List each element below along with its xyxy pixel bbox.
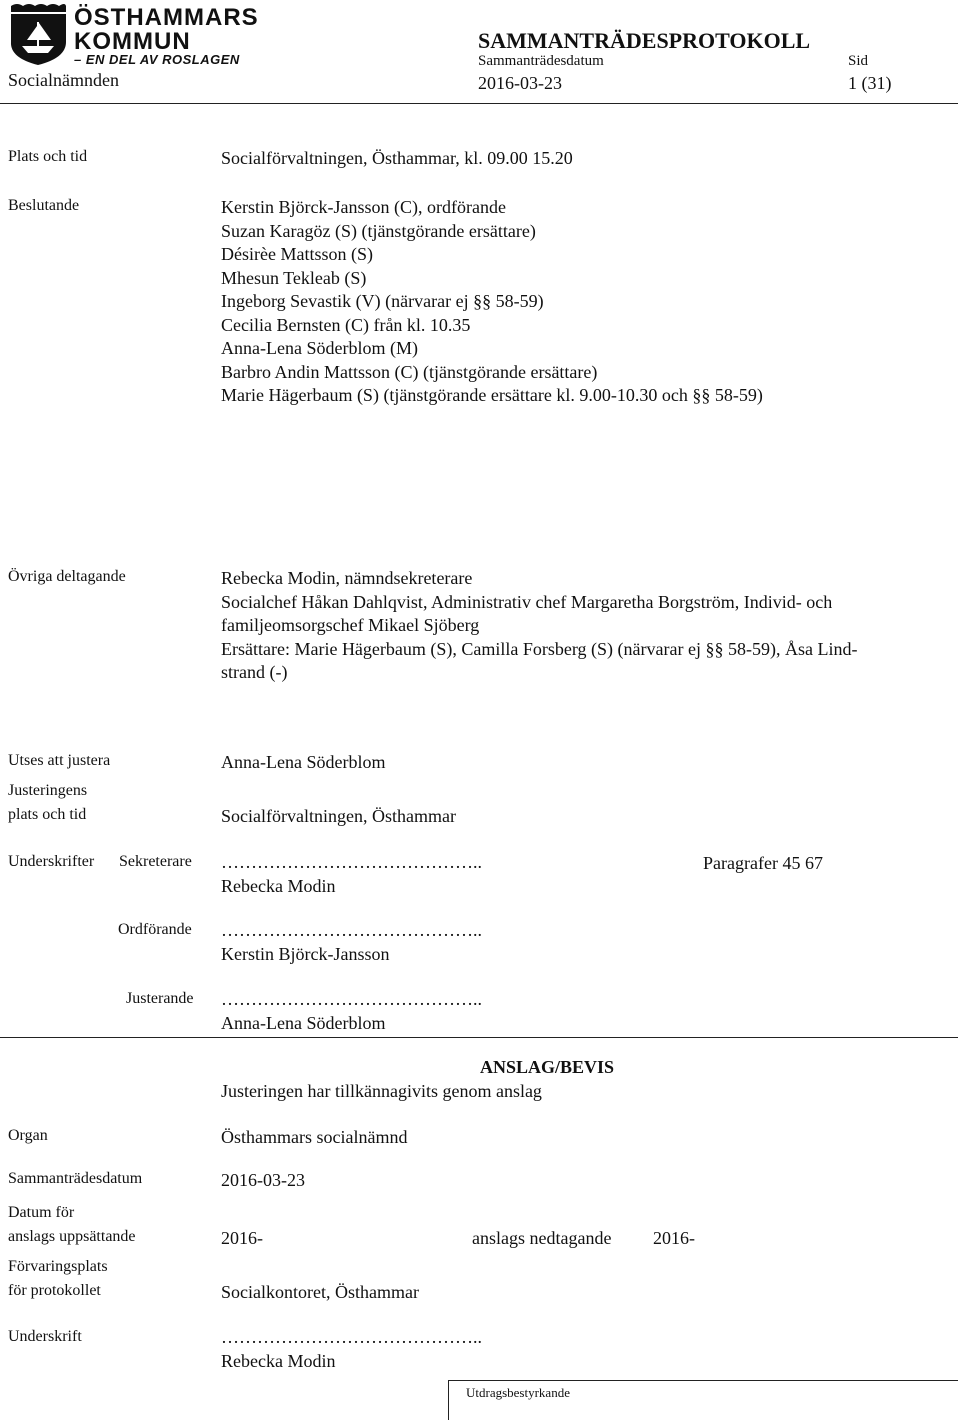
logo-name-line2: KOMMUN [74,28,191,55]
removal-date-label: anslags nedtagande [472,1228,612,1248]
notice-signature-line: …………………………………….. [221,1327,482,1347]
deciding-member: Barbro Andin Mattsson (C) (tjänstgörande ersättare) [221,361,598,382]
logo-tagline: – EN DEL AV ROSLAGEN [74,52,240,67]
deciding-member: Désirèe Mattsson (S) [221,244,373,264]
notice-title: ANSLAG/BEVIS [480,1057,615,1077]
header-divider [0,103,958,104]
deciding-member: Mhesun Tekleab (S) [221,267,367,288]
other-participants-line: strand (-) [221,662,288,682]
adjuster-signature-line: …………………………………….. [221,989,482,1009]
organ-label: Organ [8,1127,48,1144]
secretary-role: Sekreterare [119,853,192,870]
other-participants-list [221,567,857,685]
adjuster-role: Justerande [126,990,194,1007]
signatures-label: Underskrifter [8,853,95,870]
extract-certification-label: Utdragsbestyrkande [466,1385,570,1400]
posting-date-label-line1: Datum för [8,1204,75,1221]
deciding-member: Marie Hägerbaum (S) (tjänstgörande ersättare kl. 9.00-10.30 och §§ 58-59) [221,385,763,405]
notice-date-label: Sammanträdesdatum [8,1170,143,1187]
notice-date-value: 2016-03-23 [221,1170,305,1190]
page-label: Sid [848,53,869,69]
storage-label-line2: för protokollet [8,1282,101,1299]
extract-box-left [448,1380,449,1420]
adjustment-place-value: Socialförvaltningen, Östhammar [221,806,456,826]
deciding-member: Suzan Karagöz (S) (tjänstgörande ersättare) [221,220,536,241]
signature-label: Underskrift [8,1328,82,1345]
deciding-member: Kerstin Björck-Jansson (C), ordförande [221,197,506,217]
extract-box-top [448,1380,958,1381]
adjuster-name: Anna-Lena Söderblom [221,1013,386,1033]
adjustment-place-label-line1: Justeringens [8,782,88,799]
municipality-logo [8,2,259,68]
deciding-member: Anna-Lena Söderblom (M) [221,338,418,358]
removal-date-value: 2016- [653,1228,695,1248]
adjuster-appointed-value: Anna-Lena Söderblom [221,752,386,772]
coat-of-arms-icon [8,2,68,66]
notice-signature-name: Rebecka Modin [221,1351,336,1371]
deciding-label: Beslutande [8,197,80,214]
other-participants-line: Ersättare: Marie Hägerbaum (S), Camilla Forsberg (S) (närvarar ej §§ 58-59), Åsa Lind- [221,638,858,659]
other-participants-label: Övriga deltagande [8,568,126,585]
secretary-signature-line: …………………………………….. [221,852,482,872]
storage-label-line1: Förvaringsplats [8,1258,108,1275]
notice-divider [0,1037,958,1038]
deciding-member: Ingeborg Sevastik (V) (närvarar ej §§ 58-59) [221,291,544,311]
document-title: SAMMANTRÄDESPROTOKOLL [478,28,811,53]
storage-value: Socialkontoret, Östhammar [221,1282,419,1302]
paragraphs-range: Paragrafer 45 67 [703,853,823,873]
logo-name-line1: ÖSTHAMMARS [74,4,259,31]
chair-name: Kerstin Björck-Jansson [221,944,390,964]
place-time-label: Plats och tid [8,148,88,165]
other-participants-line: Rebecka Modin, nämndsekreterare [221,568,473,588]
other-participants-line: familjeomsorgschef Mikael Sjöberg [221,615,480,635]
other-participants-line: Socialchef Håkan Dahlqvist, Administrativ chef Margaretha Borgström, Individ- och [221,591,833,612]
organ-value: Östhammars socialnämnd [221,1127,408,1147]
adjustment-place-label-line2: plats och tid [8,806,87,823]
posting-date-label-line2: anslags uppsättande [8,1228,136,1245]
posting-date-value: 2016- [221,1228,263,1248]
adjuster-appointed-label: Utses att justera [8,752,111,769]
chair-signature-line: …………………………………….. [221,920,482,940]
page-number: 1 (31) [848,73,892,93]
committee-name: Socialnämnden [8,70,119,90]
meeting-date-label: Sammanträdesdatum [478,53,604,69]
chair-role: Ordförande [118,921,192,938]
secretary-name: Rebecka Modin [221,876,336,896]
meeting-date-value: 2016-03-23 [478,73,562,93]
deciding-members-list [221,196,763,408]
notice-subtitle: Justeringen har tillkännagivits genom anslag [221,1081,542,1101]
place-time-value: Socialförvaltningen, Östhammar, kl. 09.00 15.20 [221,148,573,168]
deciding-member: Cecilia Bernsten (C) från kl. 10.35 [221,314,471,335]
